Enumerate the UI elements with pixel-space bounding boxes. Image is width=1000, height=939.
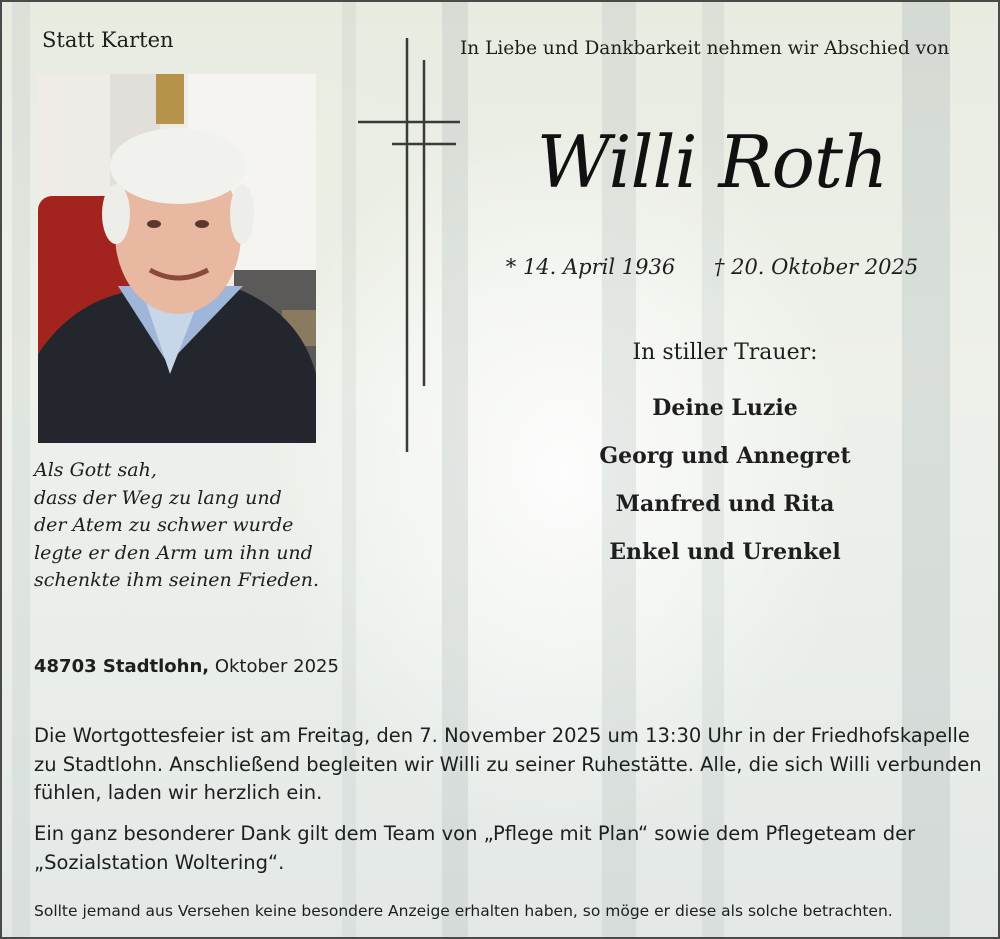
place-city: 48703 Stadtlohn, [34, 656, 210, 677]
place-month: Oktober 2025 [209, 656, 339, 677]
mourner-name: Manfred und Rita [615, 491, 835, 517]
mourner-name: Deine Luzie [652, 395, 798, 421]
bg-tree-trunk [12, 2, 30, 937]
mourner-name: Georg und Annegret [599, 443, 851, 469]
life-dates [472, 255, 952, 279]
poem-line: legte er den Arm um ihn und [34, 541, 313, 564]
poem [34, 457, 319, 595]
poem-line: der Atem zu schwer wurde [34, 514, 294, 536]
poem-line: schenkte ihm seinen Frieden. [34, 569, 320, 591]
deceased-name: Willi Roth [536, 120, 888, 204]
service-info: Die Wortgottesfeier ist am Freitag, den 7. November 2025 um 13:30 Uhr in der Friedhofskapelle zu Stadtlohn. Anschließend begleiten wir Willi zu seiner Ruhestätte. Alle, die sich Willi verbunden fühlen, laden wir herzlich ein. [34, 724, 982, 804]
mourning-heading: In stiller Trauer: [632, 340, 818, 365]
poem-line: Als Gott sah, [34, 459, 157, 481]
portrait-photo [38, 74, 316, 443]
footer-note: Sollte jemand aus Versehen keine besondere Anzeige erhalten haben, so möge er diese als solche betrachten. [34, 902, 893, 920]
mourner-name: Enkel und Urenkel [609, 539, 841, 565]
cross-icon [352, 36, 464, 456]
thanks-text: Ein ganz besonderer Dank gilt dem Team von „Pflege mit Plan“ sowie dem Pflegeteam der „Sozialstation Woltering“. [34, 822, 916, 874]
intro-text: In Liebe und Dankbarkeit nehmen wir Abschied von [460, 38, 950, 59]
mourners-list [472, 392, 978, 584]
death-date: † 20. Oktober 2025 [713, 255, 919, 279]
birth-date: * 14. April 1936 [505, 255, 676, 279]
statt-karten-label: Statt Karten [42, 28, 174, 52]
place-date [34, 656, 339, 677]
poem-line: dass der Weg zu lang und [34, 486, 282, 509]
